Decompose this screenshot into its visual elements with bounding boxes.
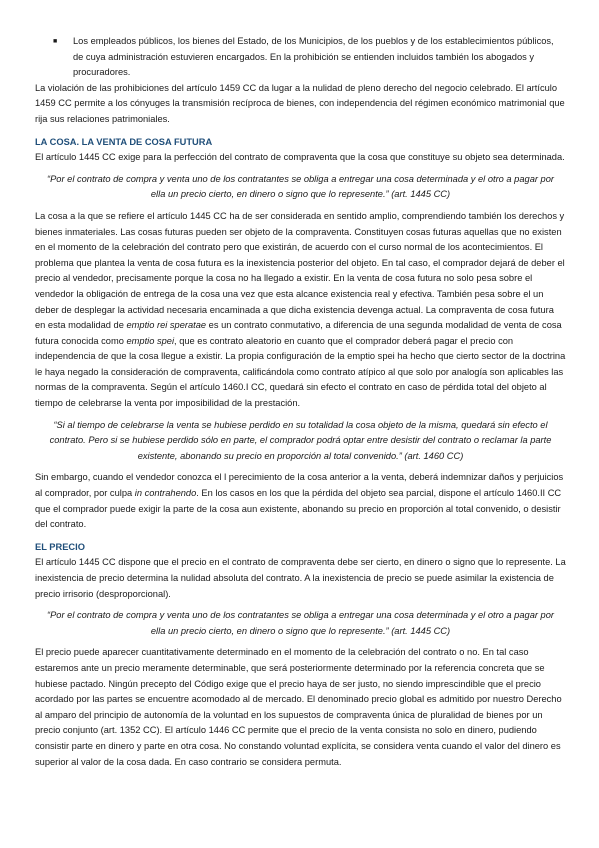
paragraph-cosa-futura <box>35 209 566 412</box>
paragraph-perecimiento <box>35 470 566 532</box>
bullet-text: Los empleados públicos, los bienes del Estado, de los Municipios, de los pueblos y de los establecimientos públicos, de cuya administración estuvieren encargados. En la prohibición se entienden incluidos también los abogados y procuradores. <box>73 36 554 78</box>
quote-art-1445-precio: “Por el contrato de compra y venta uno de los contratantes se obliga a entregar una cosa determinada y el otro a pagar por ella un precio cierto, en dinero o signo que lo represente.” (art. 1445 CC) <box>47 610 554 636</box>
term-in-contrahendo: in contrahendo <box>134 488 197 499</box>
section-heading-precio: EL PRECIO <box>35 541 85 552</box>
paragraph-cosa-intro: El artículo 1445 CC exige para la perfección del contrato de compraventa que la cosa que constituye su objeto sea determinada. <box>35 152 565 163</box>
paragraph-perecimiento-part-2: . En los casos en los que la pérdida del objeto sea parcial, dispone el artículo 1460.II CC que el comprador puede exigir la parte de la cosa aun existente, abonando su precio en proporción al total convenido, o desistir del contrato. <box>35 488 562 530</box>
paragraph-cosa-part-3: , que es contrato aleatorio en cuanto que el comprador deberá pagar el precio con independencia de que la cosa llegue a existir. La propia configuración de la emptio spei ha hecho que cierto sector de la doctrina le haya negado la consideración de compraventa, calificándola como contrato atípico al que solo por analogía son aplicables las normas de la compraventa. Según el artículo 1460.I CC, quedará sin efecto el contrato en caso de pérdida total del objeto al tiempo de celebrarse la venta por imposibilidad de la prestación. <box>35 335 566 409</box>
paragraph-nulidad: La violación de las prohibiciones del artículo 1459 CC da lugar a la nulidad de pleno derecho del negocio celebrado. El artículo 1459 CC permite a los cónyuges la transmisión recíproca de bienes, con independencia del régimen económico matrimonial que rija sus relaciones patrimoniales. <box>35 82 565 124</box>
paragraph-perecimiento-part-1: Sin embargo, cuando el vendedor conozca el l perecimiento de la cosa anterior a la venta, deberá indemnizar daños y perjuicios al comprador, por culpa <box>35 472 564 499</box>
bullet-icon: ■ <box>53 38 58 45</box>
paragraph-precio-final: El precio puede aparecer cuantitativamente determinado en el momento de la celebración del contrato o no. En tal caso estaremos ante un precio meramente determinable, que será posteriormente determinado por la referencia concreta que se hubiese pactado. Ningún precepto del Código exige que el precio haya de ser justo, no siendo imprescindible que el precio acordado por las partes se encuentre acomodado al de mercado. El denominado precio global es admitido por nuestro Derecho al amparo del principio de autonomía de la voluntad en los supuestos de compraventa única de pluralidad de bienes por un precio conjunto (art. 1352 CC). El artículo 1446 CC permite que el precio de la venta consista no solo en dinero, pudiendo consistir parte en dinero y parte en otra cosa. No constando voluntad explícita, se considera venta cuando el valor del dinero es superior al valor de la cosa dada. En caso contrario se considera permuta. <box>35 647 562 767</box>
bullet-list-item <box>53 34 566 81</box>
paragraph-cosa-part-2: es un contrato conmutativo, a diferencia de una segunda modalidad de venta de cosa futura conocida como <box>35 320 562 346</box>
term-emptio-spei: emptio spei <box>126 335 175 346</box>
term-emptio-rei-speratae: emptio rei speratae <box>126 320 207 331</box>
paragraph-cosa-part-1: La cosa a la que se refiere el artículo 1445 CC ha de ser considerada en sentido amplio, comprendiendo también los derechos y bienes inmateriales. Las cosas futuras pueden ser objeto de la compraventa. Constituyen cosas futuras aquellas que no existen en el momento de la celebración del contrato pero que existirán, de acuerdo con el curso normal de los acontecimientos. El problema que plantea la venta de cosa futura es la inexistencia posterior del objeto. En tal caso, el comprador dejará de deber el precio al vendedor, precisamente porque la cosa no ha llegado a existir. En la venta de cosa futura no solo pesa sobre el vendedor la obligación de entrega de la cosa una vez que esta alcance existencia real y efectiva. También pesa sobre el un deber de desplegar la actividad necesaria encaminada a que dicha existencia devenga actual. La compraventa de cosa futura en esta modalidad de <box>35 210 565 331</box>
paragraph-precio-intro: El artículo 1445 CC dispone que el precio en el contrato de compraventa debe ser cierto, en dinero o signo que lo represente. La inexistencia de precio determina la nulidad absoluta del contrato. A la inexistencia de precio se puede asimilar la existencia de precio irrisorio (desproporcional). <box>35 557 566 599</box>
section-heading-cosa: LA COSA. LA VENTA DE COSA FUTURA <box>35 136 213 147</box>
document-page <box>35 34 566 770</box>
quote-art-1460: “Si al tiempo de celebrarse la venta se hubiese perdido en su totalidad la cosa objeto de la misma, quedará sin efecto el contrato. Pero si se hubiese perdido sólo en parte, el comprador podrá optar entre desistir del contrato o reclamar la parte existente, abonando su precio en proporción al total convenido.” (art. 1460 CC) <box>49 419 552 461</box>
quote-art-1445: “Por el contrato de compra y venta uno de los contratantes se obliga a entregar una cosa determinada y el otro a pagar por ella un precio cierto, en dinero o signo que lo represente.” (art. 1445 CC) <box>47 173 554 200</box>
